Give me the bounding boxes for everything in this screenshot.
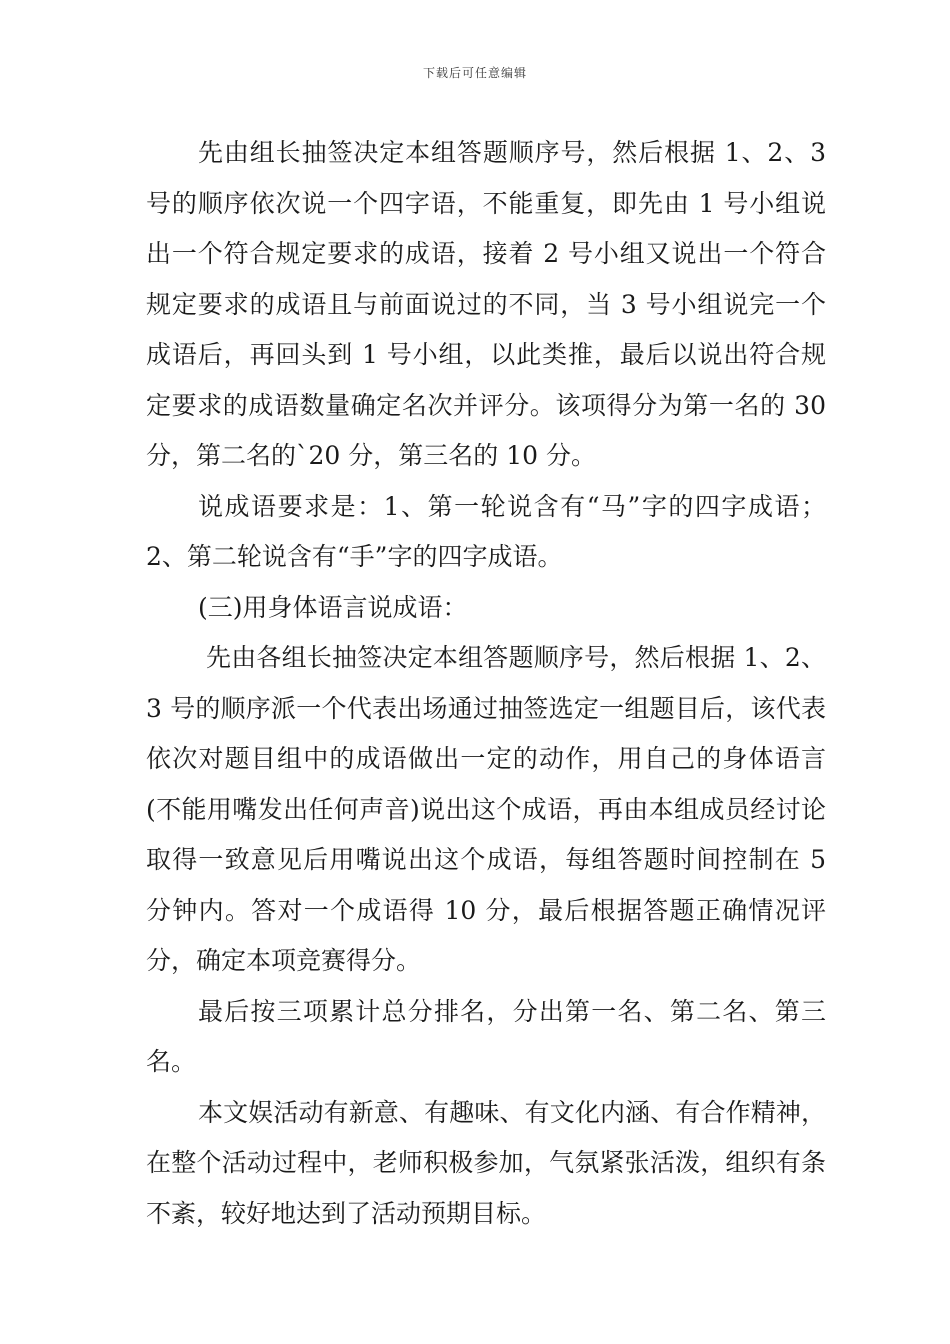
document-body bbox=[146, 128, 826, 1239]
paragraph-summary: 本文娱活动有新意、有趣味、有文化内涵、有合作精神，在整个活动过程中，老师积极参加，气氛紧张活泼，组织有条不紊，较好地达到了活动预期目标。 bbox=[146, 1097, 826, 1228]
paragraph-idiom-requirements: 说成语要求是：1、第一轮说含有“马”字的四字成语；2、第二轮说含有“手”字的四字成语。 bbox=[146, 491, 826, 571]
paragraph-final-ranking: 最后按三项累计总分排名，分出第一名、第二名、第三名。 bbox=[146, 996, 826, 1076]
paragraph-competition-rules: 先由组长抽签决定本组答题顺序号，然后根据 1、2、3 号的顺序依次说一个四字语，不能重复，即先由 1 号小组说出一个符合规定要求的成语，接着 2 号小组又说出一个符合规定要求的成语且与前面说过的不同，当 3 号小组说完一个成语后，再回头到 1 号小组，以此类推，最后以说出符合规定要求的成语数量确定名次并评分。该项得分为第一名的 30 分，第二名的`20 分，第三名的 10 分。 bbox=[146, 138, 826, 470]
paragraph-body-language-rules: 先由各组长抽签决定本组答题顺序号，然后根据 1、2、3 号的顺序派一个代表出场通过抽签选定一组题目后，该代表依次对题目组中的成语做出一定的动作，用自己的身体语言(不能用嘴发出任何声音)说出这个成语，再由本组成员经讨论取得一致意见后用嘴说出这个成语，每组答题时间控制在 5 分钟内。答对一个成语得 10 分，最后根据答题正确情况评分，确定本项竞赛得分。 bbox=[146, 643, 826, 975]
header-note: 下载后可任意编辑 bbox=[422, 66, 527, 80]
section-heading-body-language: (三)用身体语言说成语： bbox=[198, 592, 468, 622]
